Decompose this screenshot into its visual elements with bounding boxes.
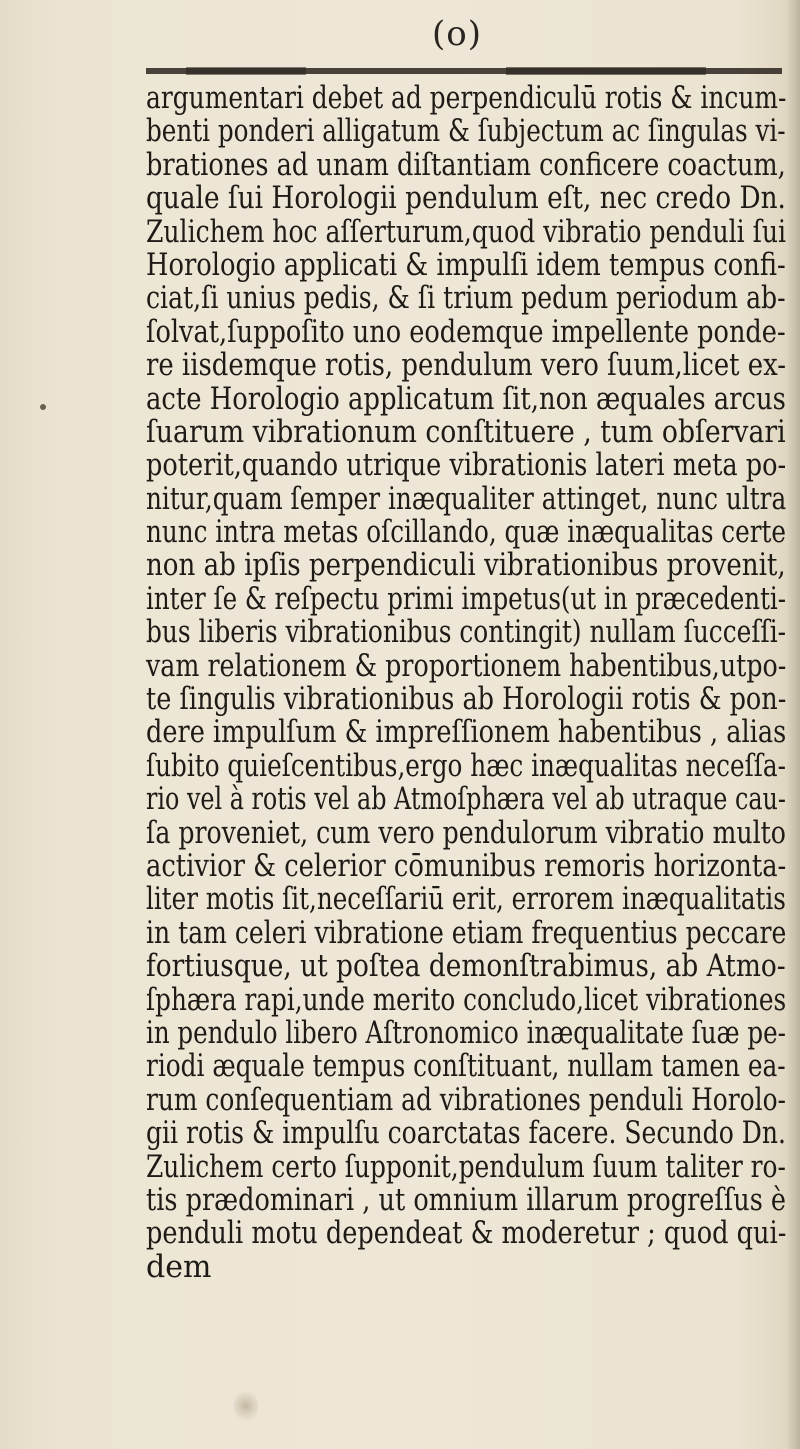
- text-line: dere impulſum & impreſſionem habentibus , alias: [146, 715, 787, 751]
- body-text: [146, 82, 796, 1284]
- text-line: fortiusque, ut poſtea demonſtrabimus, ab Atmo-: [146, 949, 786, 985]
- text-line: tis prædominari , ut omnium illarum progreſſus è: [146, 1182, 787, 1218]
- text-line: ſuarum vibrationum conſtituere , tum obſervari: [146, 414, 786, 450]
- text-line: liter motis ſit,neceſſariū erit, errorem inæqualitatis: [146, 882, 786, 918]
- text-line: ſolvat,ſuppoſito uno eodemque impellente ponde-: [146, 314, 786, 350]
- text-line: rum conſequentiam ad vibrationes penduli Horolo-: [146, 1082, 786, 1118]
- header-rule: [146, 66, 782, 76]
- text-line: Zulichem certo ſupponit,pendulum ſuum taliter ro-: [146, 1149, 786, 1185]
- text-line: quale ſui Horologii pendulum eſt, nec credo Dn.: [146, 181, 786, 217]
- text-line: acte Horologio applicatum ſit,non æquales arcus: [146, 381, 786, 417]
- text-line: nitur,quam ſemper inæqualiter attinget, nunc ultra: [146, 481, 787, 517]
- text-line: penduli motu dependeat & moderetur ; quod qui-: [146, 1216, 787, 1252]
- text-line: ſa proveniet, cum vero pendulorum vibratio multo: [146, 815, 786, 851]
- text-line: argumentari debet ad perpendiculū rotis & incum-: [146, 81, 787, 116]
- text-line: nunc intra metas oſcillando, quæ inæqualitas certe: [146, 515, 786, 551]
- text-line: riodi æquale tempus conſtituant, nullam tamen ea-: [146, 1049, 786, 1085]
- text-line: rio vel à rotis vel ab Atmoſphæra vel ab utraque cau-: [146, 782, 786, 818]
- text-line: activior & celerior cōmunibus remoris horizonta-: [146, 848, 787, 884]
- text-line: bus liberis vibrationibus contingit) nullam ſucceſſi-: [146, 615, 787, 651]
- text-line: gii rotis & impulſu coarctatas facere. Secundo Dn.: [146, 1116, 786, 1152]
- text-line: ſphæra rapi,unde merito concludo,licet vibrationes: [146, 982, 787, 1018]
- paper-stain: [234, 1388, 258, 1424]
- text-line: te ſingulis vibrationibus ab Horologii rotis & pon-: [146, 682, 787, 718]
- text-line: dem: [146, 1249, 212, 1285]
- text-line: benti ponderi alligatum & ſubjectum ac ſingulas vi-: [146, 114, 786, 150]
- text-line: Horologio applicati & impulſi idem tempus confi-: [146, 247, 786, 283]
- text-line: inter ſe & reſpectu primi impetus(ut in præcedenti-: [146, 581, 787, 617]
- text-line: ciat,ſi unius pedis, & ſi trium pedum periodum ab-: [146, 281, 786, 317]
- text-line: re iisdemque rotis, pendulum vero ſuum,licet ex-: [146, 348, 787, 384]
- text-line: in tam celeri vibratione etiam frequentius peccare: [146, 915, 787, 951]
- text-line: ſubito quieſcentibus,ergo hæc inæqualitas neceſſa-: [146, 748, 786, 784]
- page-number: (o): [432, 14, 482, 54]
- text-line: brationes ad unam diſtantiam conficere coactum,: [146, 147, 786, 183]
- margin-mark: [40, 404, 46, 410]
- text-line: non ab ipſis perpendiculi vibrationibus provenit,: [146, 548, 786, 584]
- text-line: in pendulo libero Aſtronomico inæqualitate ſuæ pe-: [146, 1015, 786, 1051]
- text-line: Zulichem hoc aſſerturum,quod vibratio penduli ſui: [146, 214, 787, 250]
- text-line: vam relationem & proportionem habentibus,utpo-: [146, 648, 787, 684]
- text-line: poterit,quando utrique vibrationis lateri meta po-: [146, 448, 787, 484]
